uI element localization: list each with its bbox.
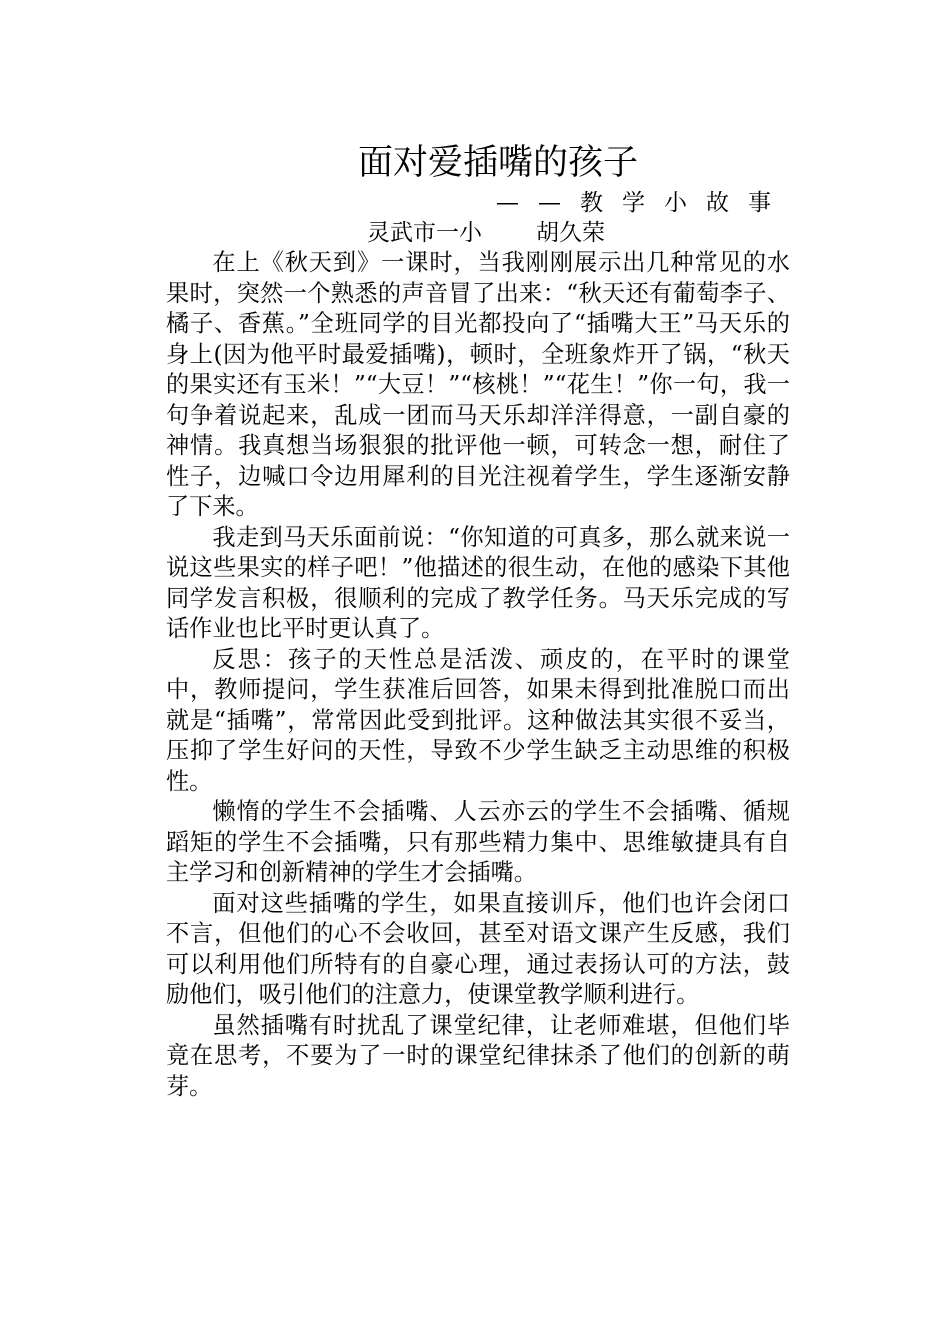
author-byline — [166, 218, 790, 248]
document-body — [166, 138, 790, 1102]
document-title: 面对爱插嘴的孩子 — [358, 143, 639, 183]
author-name: 胡久荣 — [536, 220, 605, 246]
paragraph-outcome: 我走到马天乐面前说：“你知道的可真多，那么就来说一说这些果实的样子吧！”他描述的很生动，在他的感染下其他同学发言积极，很顺利的完成了教学任务。马天乐完成的写话作业也比平时更认真了。 — [166, 523, 790, 642]
document-subtitle: ——教学小故事 — [496, 190, 790, 216]
author-school: 灵武市一小 — [367, 220, 482, 246]
paragraph-story: 在上《秋天到》一课时，当我刚刚展示出几种常见的水果时，突然一个熟悉的声音冒了出来：“秋天还有葡萄李子、橘子、香蕉。”全班同学的目光都投向了“插嘴大王”马天乐的身上(因为他平时最爱插嘴)，顿时，全班象炸开了锅，“秋天的果实还有玉米！”“大豆！”“核桃！”“花生！”你一句，我一句争着说起来，乱成一团而马天乐却洋洋得意，一副自豪的神情。我真想当场狠狠的批评他一顿，可转念一想，耐住了性子，边喊口令边用犀利的目光注视着学生，学生逐渐安静了下来。 — [166, 249, 790, 520]
paragraph-conclusion: 虽然插嘴有时扰乱了课堂纪律，让老师难堪，但他们毕竟在思考，不要为了一时的课堂纪律抹杀了他们的创新的萌芽。 — [166, 1011, 790, 1100]
paragraph-who-interrupts: 懒惰的学生不会插嘴、人云亦云的学生不会插嘴、循规蹈矩的学生不会插嘴，只有那些精力集中、思维敏捷具有自主学习和创新精神的学生才会插嘴。 — [166, 798, 790, 886]
paragraph-reflection: 反思：孩子的天性总是活泼、顽皮的，在平时的课堂中，教师提问，学生获准后回答，如果未得到批准脱口而出就是“插嘴”，常常因此受到批评。这种做法其实很不妥当，压抑了学生好问的天性，导致不少学生缺乏主动思维的积极性。 — [166, 645, 790, 795]
paragraph-approach: 面对这些插嘴的学生，如果直接训斥，他们也许会闭口不言，但他们的心不会收回，甚至对语文课产生反感，我们可以利用他们所特有的自豪心理，通过表扬认可的方法，鼓励他们，吸引他们的注意力，使课堂教学顺利进行。 — [166, 889, 790, 1008]
